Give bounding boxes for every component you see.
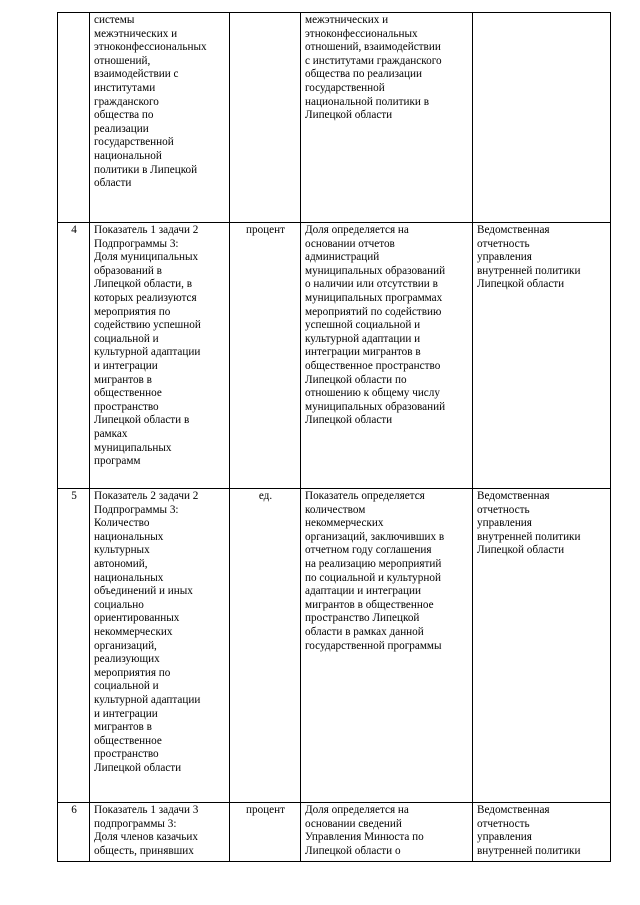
- indicator-name-text: Показатель 1 задачи 3 подпрограммы 3: Доля членов казачьих общесть, принявших: [94, 804, 199, 857]
- calculation-method-cell: Показатель определяется количеством некоммерческих организаций, заключивших в отчетном году соглашения на реализацию мероприятий по социальной и культурной адаптации и интеграции мигрантов в общественное пространство Липецкой области в рамках данной государственной программы: [301, 489, 473, 803]
- unit-cell: процент: [230, 223, 301, 489]
- table-row: [58, 489, 611, 803]
- data-source-cell: [473, 803, 611, 862]
- row-number-cell: [58, 13, 90, 223]
- unit-cell: процент: [230, 803, 301, 862]
- indicator-name-cell: системы межэтнических и этноконфессиональных отношений, взаимодействии с институтами гражданского общества по реализации государственной национальной политики в Липецкой области: [90, 13, 230, 223]
- indicator-name-cell: [90, 803, 230, 862]
- table-row: [58, 223, 611, 489]
- indicator-name-cell: Показатель 1 задачи 2 Подпрограммы 3: Доля муниципальных образований в Липецкой области, в которых реализуются мероприятия по содействию успешной социальной и культурной адаптации и интеграции мигрантов в общественное пространство Липецкой области в рамках муниципальных программ: [90, 223, 230, 489]
- unit-cell: [230, 13, 301, 223]
- row-number-cell: 5: [58, 489, 90, 803]
- data-source-cell: Ведомственная отчетность управления внутренней политики Липецкой области: [473, 489, 611, 803]
- row-number-cell: 4: [58, 223, 90, 489]
- calculation-method-cell: Доля определяется на основании отчетов администраций муниципальных образований о наличии или отсутствии в муниципальных программах мероприятий по содействию успешной социальной и культурной адаптации и интеграции мигрантов в общественное пространство Липецкой области по отношению к общему числу муниципальных образований Липецкой области: [301, 223, 473, 489]
- calculation-method-cell: [301, 803, 473, 862]
- data-source-cell: [473, 13, 611, 223]
- data-source-text: Ведомственная отчетность управления внутренней политики: [477, 804, 581, 857]
- table-row: [58, 803, 611, 862]
- data-source-cell: Ведомственная отчетность управления внутренней политики Липецкой области: [473, 223, 611, 489]
- unit-cell: ед.: [230, 489, 301, 803]
- calculation-method-cell: межэтнических и этноконфессиональных отношений, взаимодействии с институтами гражданского общества по реализации государственной национальной политики в Липецкой области: [301, 13, 473, 223]
- indicators-table: [57, 12, 611, 862]
- calculation-method-text: Доля определяется на основании сведений Управления Минюста по Липецкой области о: [305, 804, 424, 857]
- row-number-cell: 6: [58, 803, 90, 862]
- table-row: [58, 13, 611, 223]
- indicator-name-cell: Показатель 2 задачи 2 Подпрограммы 3: Количество национальных культурных автономий, национальных объединений и иных социально ориентированных некоммерческих организаций, реализующих мероприятия по социальной и культурной адаптации и интеграции мигрантов в общественное пространство Липецкой области: [90, 489, 230, 803]
